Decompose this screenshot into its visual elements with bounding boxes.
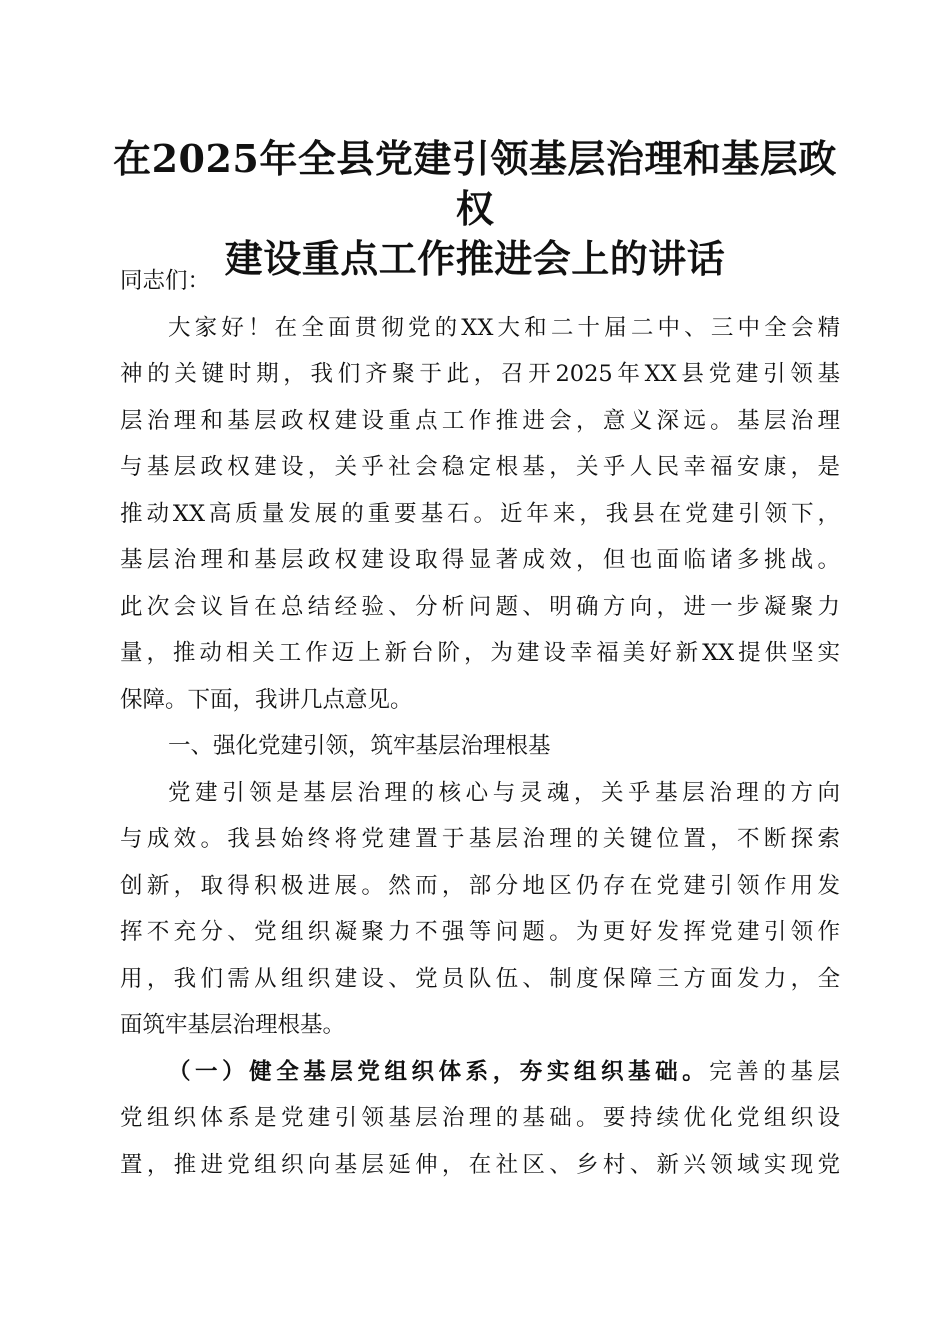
section-1-heading: 一、强化党建引领，筑牢基层治理根基 (168, 733, 551, 759)
paragraph-1-line: 基层治理和基层政权建设取得显著成效，但也面临诸多挑战。 (120, 547, 840, 573)
document-body (120, 258, 840, 1188)
paragraph-3-line: 党组织体系是党建引领基层治理的基础。要持续优化党组织设 (120, 1105, 840, 1131)
paragraph-1-line: 大家好！在全面贯彻党的XX大和二十届二中、三中全会精 (168, 314, 840, 341)
paragraph-1-line: 层治理和基层政权建设重点工作推进会，意义深远。基层治理 (120, 407, 840, 434)
title-line-2: 建设重点工作推进会上的讲话 (224, 236, 726, 281)
paragraph-2-line: 党建引领是基层治理的核心与灵魂，关乎基层治理的方向 (168, 779, 840, 806)
paragraph-2-line: 创新，取得积极进展。然而，部分地区仍存在党建引领作用发 (120, 872, 840, 899)
paragraph-1-line: 量，推动相关工作迈上新台阶，为建设幸福美好新XX提供坚实 (120, 640, 840, 666)
paragraph-1-line: 保障。下面，我讲几点意见。 (120, 686, 413, 713)
subsection-1-first-line (120, 1049, 840, 1096)
salutation: 同志们： (120, 268, 211, 294)
paragraph-1-line: 此次会议旨在总结经验、分析问题、明确方向，进一步凝聚力 (120, 593, 840, 620)
paragraph-2-line: 与成效。我县始终将党建置于基层治理的关键位置，不断探索 (120, 826, 840, 852)
paragraph-3-line: 置，推进党组织向基层延伸，在社区、乡村、新兴领域实现党 (120, 1151, 840, 1178)
subsection-1-first-line-rest: 完善的基层 (709, 1058, 840, 1085)
title-line-1: 在2025年全县党建引领基层治理和基层政权 (113, 136, 837, 231)
paragraph-1-line: 神的关键时期，我们齐聚于此，召开2025年XX县党建引领基 (120, 361, 840, 387)
paragraph-2-line: 挥不充分、党组织凝聚力不强等问题。为更好发挥党建引领作 (120, 919, 840, 945)
paragraph-1-line: 与基层政权建设，关乎社会稳定根基，关乎人民幸福安康，是 (120, 454, 840, 480)
paragraph-2-line: 用，我们需从组织建设、党员队伍、制度保障三方面发力，全 (120, 965, 840, 992)
paragraph-1-line: 推动XX高质量发展的重要基石。近年来，我县在党建引领下， (120, 500, 840, 527)
paragraph-2-line: 面筑牢基层治理根基。 (120, 1012, 346, 1038)
subsection-1-heading: （一）健全基层党组织体系，夯实组织基础。 (168, 1058, 710, 1085)
